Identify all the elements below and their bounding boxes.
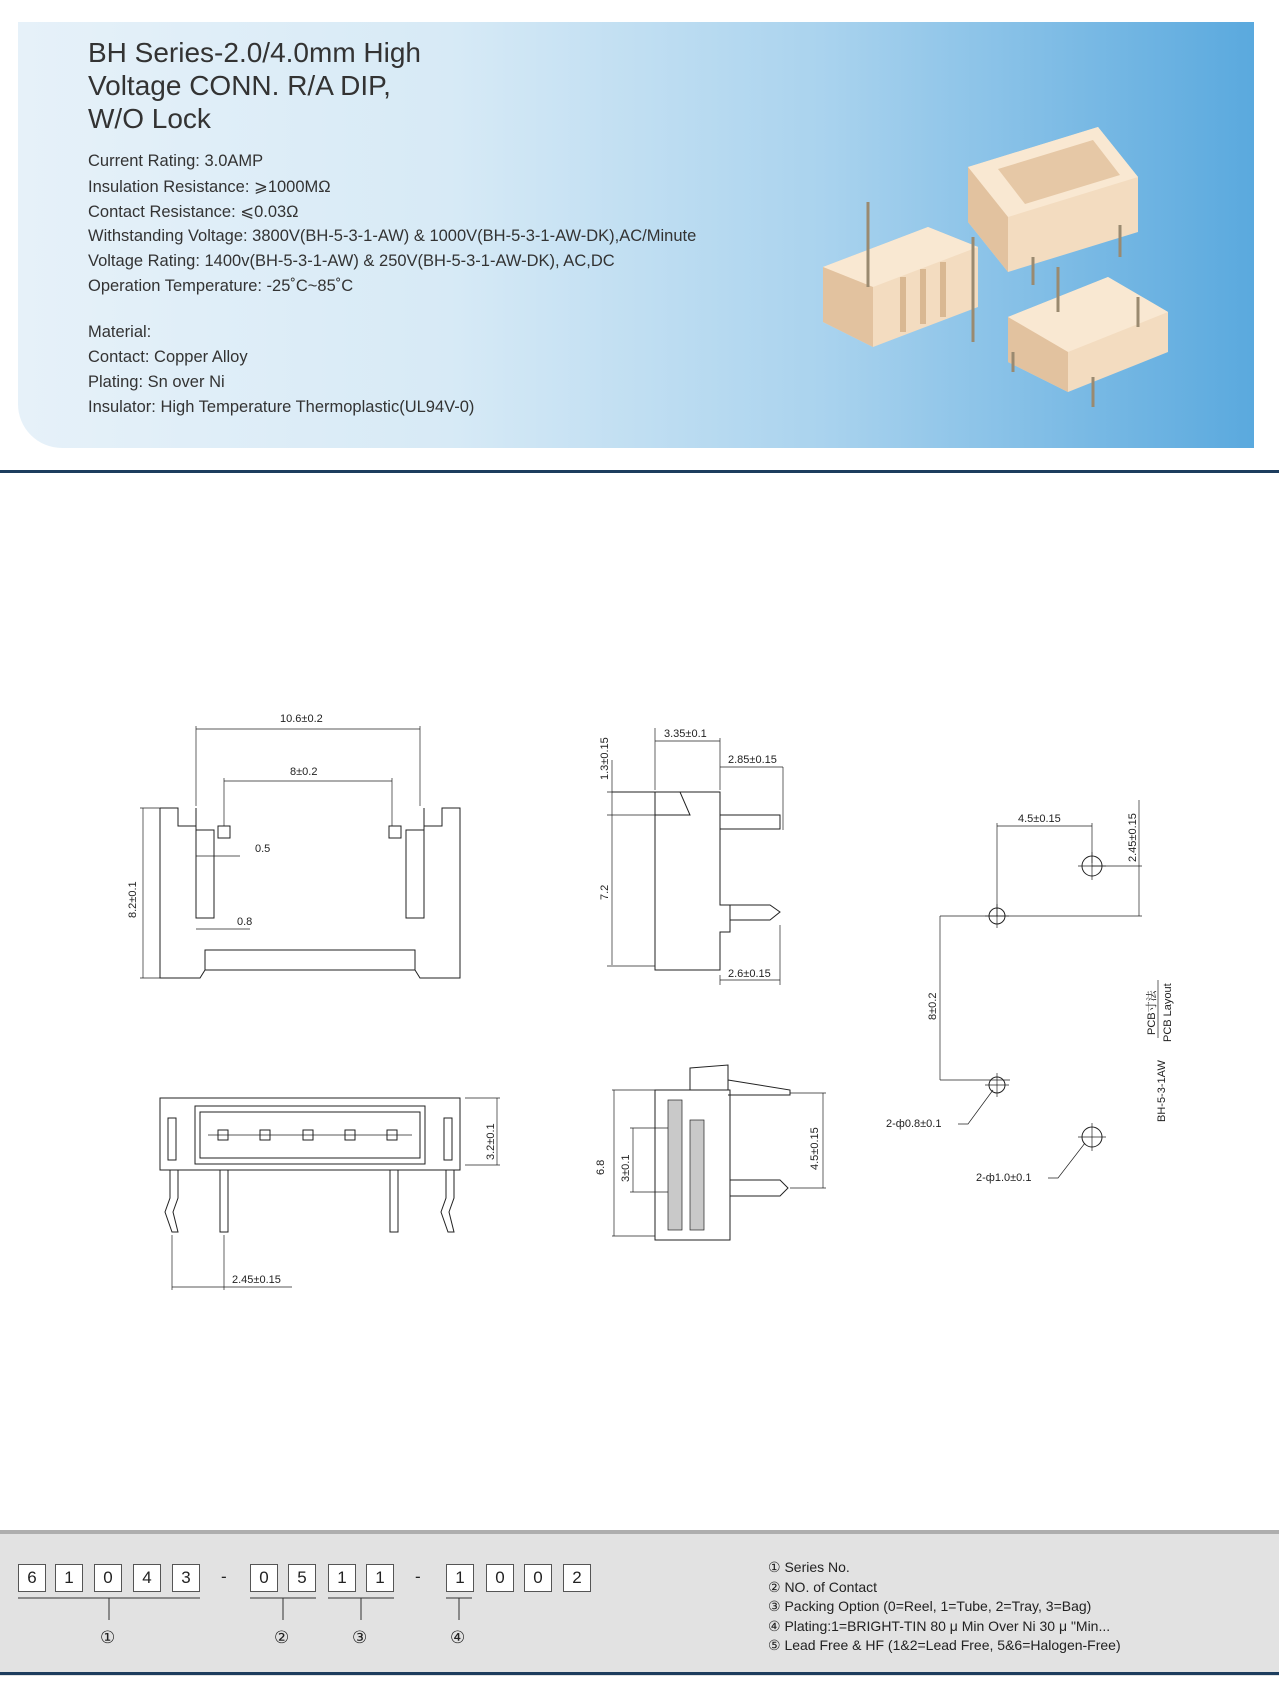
legend-item: ⑤ Lead Free & HF (1&2=Lead Free, 5&6=Halogen-Free): [768, 1637, 1121, 1653]
side-view: [599, 728, 783, 985]
part-marker: ①: [100, 1628, 116, 1647]
spec-operation-temperature: Operation Temperature: -25˚C~85˚C: [88, 277, 354, 295]
bottom-view: [160, 1098, 500, 1290]
part-dash: -: [415, 1567, 421, 1586]
dim-label: 0.5: [255, 843, 271, 855]
part-digit-box: 0: [486, 1564, 514, 1592]
legend-item: ④ Plating:1=BRIGHT-TIN 80 μ Min Over Ni 30 μ "Min...: [768, 1617, 1111, 1634]
dim-label: 3.35±0.1: [664, 728, 707, 740]
pcb-layout-label-cn: PCB寸法: [1146, 990, 1158, 1035]
title-line: Voltage CONN. R/A DIP,: [88, 70, 391, 101]
dim-label: 8±0.2: [290, 766, 318, 778]
dim-label: 10.6±0.2: [280, 713, 323, 725]
dim-label: 8±0.2: [927, 992, 939, 1020]
dim-label: 2-ф0.8±0.1: [886, 1118, 942, 1130]
part-digit-box: 1: [446, 1564, 474, 1592]
dim-label: 3±0.1: [620, 1154, 632, 1182]
material-heading: Material:: [88, 323, 152, 341]
part-label: BH-5-3-1AW: [1156, 1060, 1168, 1122]
section-view: [595, 1065, 826, 1240]
dim-label: 0.8: [237, 916, 253, 928]
part-dash: -: [221, 1567, 227, 1586]
footer-divider: [0, 1672, 1279, 1675]
part-number-panel: [0, 1530, 1279, 1676]
legend-item: ① Series No.: [768, 1559, 850, 1575]
title-line: BH Series-2.0/4.0mm High: [88, 37, 422, 68]
material-plating: Plating: Sn over Ni: [88, 373, 225, 391]
part-digit-box: 5: [288, 1564, 316, 1592]
legend-item: ② NO. of Contact: [768, 1578, 878, 1595]
part-number-callouts: [0, 1534, 640, 1676]
dim-label: 6.8: [595, 1159, 607, 1175]
dim-label: 2.85±0.15: [728, 754, 777, 766]
spec-insulation-resistance: Insulation Resistance: ⩾1000MΩ: [88, 178, 331, 196]
part-number-legend: [768, 1558, 1121, 1656]
part-digit-box: 0: [94, 1564, 122, 1592]
dim-label: 3.2±0.1: [485, 1123, 497, 1160]
part-marker: ②: [274, 1628, 290, 1647]
part-digit-box: 6: [18, 1564, 46, 1592]
front-view: [127, 713, 460, 978]
pcb-layout: [886, 800, 1174, 1184]
part-digit-box: 2: [563, 1564, 591, 1592]
part-marker: ④: [450, 1628, 466, 1647]
part-digit-box: 0: [524, 1564, 552, 1592]
material-contact: Contact: Copper Alloy: [88, 348, 248, 366]
spec-contact-resistance: Contact Resistance: ⩽0.03Ω: [88, 203, 299, 221]
dim-label: 4.5±0.15: [809, 1127, 821, 1170]
legend-item: ③ Packing Option (0=Reel, 1=Tube, 2=Tray, 3=Bag): [768, 1598, 1092, 1614]
dim-label: 4.5±0.15: [1018, 813, 1061, 825]
spec-current-rating: Current Rating: 3.0AMP: [88, 152, 264, 170]
part-digit-box: 1: [55, 1564, 83, 1592]
dim-label: 1.3±0.15: [599, 737, 611, 780]
part-digit-box: 1: [366, 1564, 394, 1592]
title-line: W/O Lock: [88, 103, 211, 134]
dim-label: 2.45±0.15: [232, 1274, 281, 1286]
part-marker: ③: [352, 1628, 368, 1647]
dim-label: 2.45±0.15: [1127, 813, 1139, 862]
dim-label: 7.2: [599, 884, 611, 900]
material-insulator: Insulator: High Temperature Thermoplastic(UL94V-0): [88, 398, 475, 416]
part-digit-box: 1: [328, 1564, 356, 1592]
part-digit-box: 0: [250, 1564, 278, 1592]
spec-withstanding-voltage: Withstanding Voltage: 3800V(BH-5-3-1-AW) & 1000V(BH-5-3-1-AW-DK),AC/Minute: [88, 227, 697, 245]
spec-voltage-rating: Voltage Rating: 1400v(BH-5-3-1-AW) & 250V(BH-5-3-1-AW-DK), AC,DC: [88, 252, 615, 270]
dim-label: 8.2±0.1: [127, 881, 139, 918]
part-digit-box: 4: [133, 1564, 161, 1592]
pcb-layout-label-en: PCB Layout: [1162, 983, 1174, 1042]
part-digit-box: 3: [172, 1564, 200, 1592]
dim-label: 2-ф1.0±0.1: [976, 1172, 1032, 1184]
dim-label: 2.6±0.15: [728, 968, 771, 980]
